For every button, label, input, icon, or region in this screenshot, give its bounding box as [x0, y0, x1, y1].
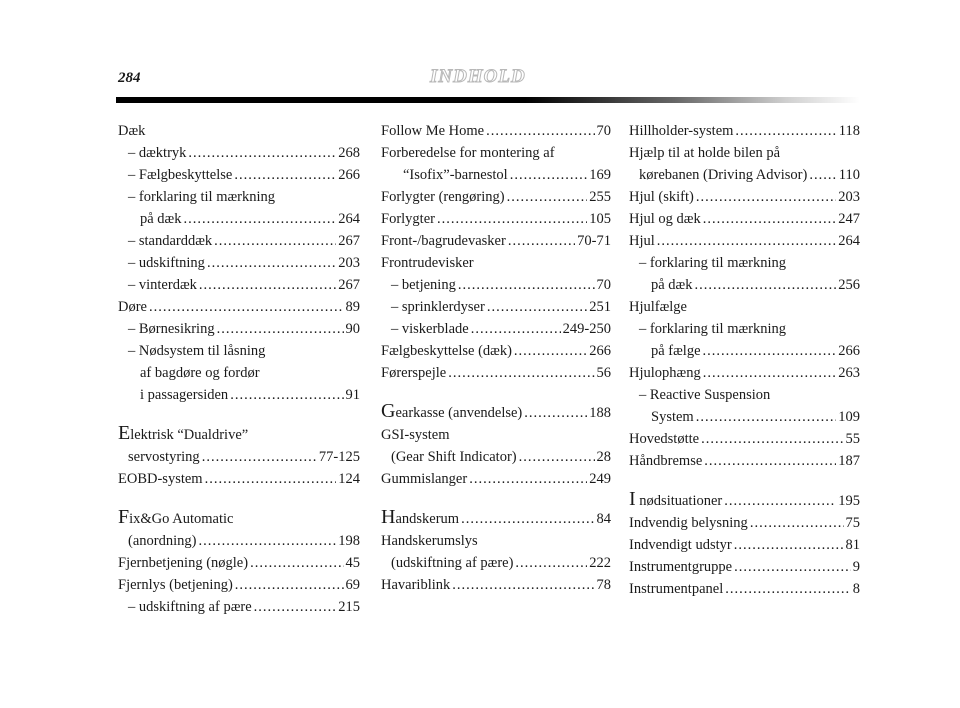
leader-dots — [507, 186, 588, 208]
entry-text: – Reactive Suspension — [639, 387, 771, 403]
leader-dots — [254, 596, 337, 618]
entry-text: Fjernbetjening (nøgle) — [118, 555, 249, 571]
entry-page: 78 — [596, 577, 611, 593]
leader-dots — [703, 362, 837, 384]
entry-page: 124 — [338, 471, 360, 487]
index-entry[interactable] — [118, 384, 360, 406]
entry-page: 247 — [838, 211, 860, 227]
entry-page: 110 — [838, 167, 860, 183]
leader-dots — [199, 274, 336, 296]
leader-dots — [725, 578, 851, 600]
index-column-2 — [381, 120, 611, 596]
index-entry — [629, 296, 860, 318]
index-entry[interactable] — [629, 578, 860, 600]
entry-text: – betjening — [391, 277, 456, 293]
entry-page: 264 — [838, 233, 860, 249]
entry-text: – udskiftning af pære — [128, 599, 252, 615]
entry-text: Forlygter (rengøring) — [381, 189, 505, 205]
entry-page: 251 — [589, 299, 611, 315]
entry-text: – sprinklerdyser — [391, 299, 485, 315]
entry-page: 45 — [345, 555, 360, 571]
entry-text: Hjul (skift) — [629, 189, 694, 205]
leader-dots — [202, 446, 317, 468]
entry-label: earkasse (anvendelse) — [395, 405, 523, 421]
index-entry — [118, 422, 360, 446]
entry-page: 195 — [838, 493, 860, 509]
entry-page: 9 — [852, 559, 860, 575]
entry-page: 91 — [345, 387, 360, 403]
entry-page: 105 — [589, 211, 611, 227]
entry-text: GSI-system — [381, 427, 450, 443]
index-entry[interactable] — [118, 530, 360, 552]
leader-dots — [703, 340, 837, 362]
index-entry[interactable] — [381, 468, 611, 490]
index-entry[interactable] — [118, 230, 360, 252]
index-entry[interactable] — [118, 164, 360, 186]
entry-page: 81 — [845, 537, 860, 553]
leader-dots — [524, 402, 587, 424]
leader-dots — [724, 490, 836, 512]
entry-page: 266 — [838, 343, 860, 359]
leader-dots — [487, 296, 587, 318]
entry-page: 70-71 — [577, 233, 611, 249]
index-entry[interactable] — [629, 230, 860, 252]
leader-dots — [458, 274, 595, 296]
index-entry[interactable] — [118, 596, 360, 618]
entry-text: Fjernlys (betjening) — [118, 577, 233, 593]
leader-dots — [750, 512, 844, 534]
leader-dots — [461, 508, 594, 530]
entry-text: Indvendig belysning — [629, 515, 748, 531]
leader-dots — [205, 468, 337, 490]
leader-dots — [198, 530, 336, 552]
entry-text — [381, 400, 522, 424]
entry-text: i passagersiden — [140, 387, 229, 403]
entry-text: Gummislanger — [381, 471, 468, 487]
leader-dots — [519, 446, 595, 468]
entry-page: 203 — [838, 189, 860, 205]
index-entry — [118, 362, 360, 384]
index-entry — [381, 252, 611, 274]
index-entry[interactable] — [381, 574, 611, 596]
index-entry[interactable] — [118, 468, 360, 490]
index-entry[interactable] — [381, 164, 611, 186]
index-entry[interactable] — [629, 208, 860, 230]
entry-page: 222 — [589, 555, 611, 571]
index-entry[interactable] — [629, 512, 860, 534]
entry-page: 215 — [338, 599, 360, 615]
entry-text: Indvendigt udstyr — [629, 537, 732, 553]
entry-text: Havariblink — [381, 577, 451, 593]
leader-dots — [437, 208, 587, 230]
leader-dots — [183, 208, 336, 230]
entry-page: 256 — [838, 277, 860, 293]
entry-text: Forberedelse for montering af — [381, 145, 555, 161]
index-entry[interactable] — [381, 274, 611, 296]
entry-page: 90 — [345, 321, 360, 337]
index-entry[interactable] — [118, 296, 360, 318]
index-entry[interactable] — [381, 120, 611, 142]
entry-text: – dæktryk — [128, 145, 187, 161]
entry-page: 55 — [845, 431, 860, 447]
index-entry[interactable] — [381, 340, 611, 362]
leader-dots — [704, 450, 836, 472]
entry-page: 169 — [589, 167, 611, 183]
index-entry[interactable] — [118, 574, 360, 596]
entry-text: Håndbremse — [629, 453, 703, 469]
entry-text: (Gear Shift Indicator) — [391, 449, 517, 465]
entry-label: andskerum — [395, 511, 460, 527]
leader-dots — [514, 340, 587, 362]
entry-text: Instrumentpanel — [629, 581, 724, 597]
entry-text: – vinterdæk — [128, 277, 197, 293]
index-entry[interactable] — [629, 164, 860, 186]
index-entry[interactable] — [629, 362, 860, 384]
entry-text: Fælgbeskyttelse (dæk) — [381, 343, 512, 359]
entry-text: Hillholder-system — [629, 123, 734, 139]
leader-dots — [448, 362, 594, 384]
index-entry[interactable] — [629, 406, 860, 428]
leader-dots — [508, 230, 575, 252]
leader-dots — [701, 428, 843, 450]
entry-text: ix&Go Automatic — [129, 511, 234, 527]
entry-page: 263 — [838, 365, 860, 381]
index-entry — [381, 530, 611, 552]
entry-text: – viskerblade — [391, 321, 469, 337]
leader-dots — [486, 120, 594, 142]
entry-text: servostyring — [128, 449, 200, 465]
section-initial: G — [381, 400, 396, 422]
index-entry[interactable] — [381, 230, 611, 252]
entry-text: på fælge — [651, 343, 701, 359]
leader-dots — [217, 318, 344, 340]
leader-dots — [657, 230, 836, 252]
entry-text: – udskiftning — [128, 255, 205, 271]
header-rule — [116, 97, 860, 103]
index-entry[interactable] — [118, 274, 360, 296]
index-entry[interactable] — [629, 186, 860, 208]
entry-text: System — [651, 409, 694, 425]
index-entry[interactable] — [118, 252, 360, 274]
entry-text: Instrumentgruppe — [629, 559, 733, 575]
entry-text: på dæk — [140, 211, 182, 227]
leader-dots — [230, 384, 343, 406]
index-entry[interactable] — [118, 446, 360, 468]
leader-dots — [696, 406, 837, 428]
index-column-3 — [629, 120, 860, 600]
entry-text: EOBD-system — [118, 471, 203, 487]
index-entry[interactable] — [381, 318, 611, 340]
entry-text: kørebanen (Driving Advisor) — [639, 167, 808, 183]
entry-text: Handskerumslys — [381, 533, 478, 549]
section-initial: E — [118, 422, 131, 444]
entry-text: Hovedstøtte — [629, 431, 700, 447]
index-entry — [118, 186, 360, 208]
section-initial: H — [381, 506, 396, 528]
entry-page: 266 — [589, 343, 611, 359]
entry-text: Førerspejle — [381, 365, 447, 381]
index-entry[interactable] — [629, 450, 860, 472]
entry-page: 268 — [338, 145, 360, 161]
section-initial: I — [629, 488, 636, 510]
entry-text: Frontrudevisker — [381, 255, 474, 271]
index-entry[interactable] — [629, 340, 860, 362]
index-entry — [629, 318, 860, 340]
entry-page: 75 — [845, 515, 860, 531]
entry-text: Hjul — [629, 233, 655, 249]
leader-dots — [471, 318, 561, 340]
entry-text: – forklaring til mærkning — [639, 255, 786, 271]
entry-text: – forklaring til mærkning — [639, 321, 786, 337]
entry-text: (anordning) — [128, 533, 197, 549]
entry-text: Hjul og dæk — [629, 211, 701, 227]
leader-dots — [696, 186, 836, 208]
entry-page: 187 — [838, 453, 860, 469]
entry-text: Hjulophæng — [629, 365, 701, 381]
entry-text: – Fælgbeskyttelse — [128, 167, 233, 183]
leader-dots — [188, 142, 336, 164]
entry-text: “Isofix”-barnestol — [403, 167, 508, 183]
index-entry — [629, 252, 860, 274]
entry-text — [381, 506, 459, 530]
entry-page: 84 — [596, 511, 611, 527]
index-entry[interactable] — [118, 142, 360, 164]
index-entry[interactable] — [381, 362, 611, 384]
leader-dots — [250, 552, 343, 574]
index-entry — [629, 142, 860, 164]
page-number: 284 — [118, 70, 141, 86]
entry-text: – forklaring til mærkning — [128, 189, 275, 205]
entry-text: på dæk — [651, 277, 693, 293]
leader-dots — [207, 252, 336, 274]
index-entry[interactable] — [629, 534, 860, 556]
entry-page: 118 — [838, 123, 860, 139]
entry-text: Follow Me Home — [381, 123, 485, 139]
leader-dots — [214, 230, 336, 252]
entry-label: nødsituationer — [635, 493, 723, 509]
entry-text: (udskiftning af pære) — [391, 555, 514, 571]
entry-page: 249-250 — [562, 321, 611, 337]
entry-text — [629, 488, 722, 512]
index-entry[interactable] — [629, 428, 860, 450]
entry-page: 28 — [596, 449, 611, 465]
entry-page: 8 — [852, 581, 860, 597]
index-entry[interactable] — [629, 274, 860, 296]
entry-text: lektrisk “Dualdrive” — [130, 427, 249, 443]
entry-text: – Børnesikring — [128, 321, 215, 337]
index-entry — [118, 506, 360, 530]
entry-page: 249 — [589, 471, 611, 487]
entry-page: 267 — [338, 233, 360, 249]
index-entry[interactable] — [629, 120, 860, 142]
entry-page: 56 — [596, 365, 611, 381]
entry-text: Dæk — [118, 123, 146, 139]
index-entry — [381, 142, 611, 164]
index-entry[interactable] — [118, 318, 360, 340]
entry-page: 198 — [338, 533, 360, 549]
page-title: INDHOLD — [430, 66, 526, 87]
leader-dots — [734, 534, 844, 556]
entry-text: – standarddæk — [128, 233, 213, 249]
leader-dots — [694, 274, 836, 296]
index-entry[interactable] — [381, 296, 611, 318]
leader-dots — [234, 164, 336, 186]
entry-text: Hjulfælge — [629, 299, 687, 315]
leader-dots — [510, 164, 588, 186]
index-entry[interactable] — [629, 556, 860, 578]
entry-page: 266 — [338, 167, 360, 183]
entry-page: 109 — [838, 409, 860, 425]
entry-text: Hjælp til at holde bilen på — [629, 145, 781, 161]
entry-page: 89 — [345, 299, 360, 315]
index-entry[interactable] — [381, 446, 611, 468]
entry-text: – Nødsystem til låsning — [128, 343, 266, 359]
entry-page: 255 — [589, 189, 611, 205]
entry-text: af bagdøre og fordør — [140, 365, 260, 381]
leader-dots — [735, 120, 836, 142]
index-entry — [118, 340, 360, 362]
index-entry[interactable] — [381, 506, 611, 530]
leader-dots — [235, 574, 344, 596]
leader-dots — [734, 556, 851, 578]
index-entry[interactable] — [381, 186, 611, 208]
index-entry[interactable] — [381, 208, 611, 230]
index-entry[interactable] — [118, 208, 360, 230]
index-entry — [629, 384, 860, 406]
index-entry[interactable] — [381, 552, 611, 574]
entry-page: 188 — [589, 405, 611, 421]
entry-text: Forlygter — [381, 211, 435, 227]
entry-text: Døre — [118, 299, 147, 315]
entry-text: Front-/bagrudevasker — [381, 233, 506, 249]
entry-page: 70 — [596, 277, 611, 293]
leader-dots — [149, 296, 344, 318]
index-entry — [381, 424, 611, 446]
index-entry[interactable] — [118, 120, 360, 142]
index-entry[interactable] — [381, 400, 611, 424]
leader-dots — [703, 208, 837, 230]
entry-page: 77-125 — [318, 449, 360, 465]
leader-dots — [452, 574, 594, 596]
section-initial: F — [118, 506, 130, 528]
entry-page: 267 — [338, 277, 360, 293]
leader-dots — [809, 164, 836, 186]
entry-page: 70 — [596, 123, 611, 139]
leader-dots — [515, 552, 587, 574]
entry-page: 69 — [345, 577, 360, 593]
index-column-1 — [118, 120, 360, 618]
entry-page: 264 — [338, 211, 360, 227]
leader-dots — [469, 468, 587, 490]
index-entry[interactable] — [629, 488, 860, 512]
entry-page: 203 — [338, 255, 360, 271]
index-entry[interactable] — [118, 552, 360, 574]
